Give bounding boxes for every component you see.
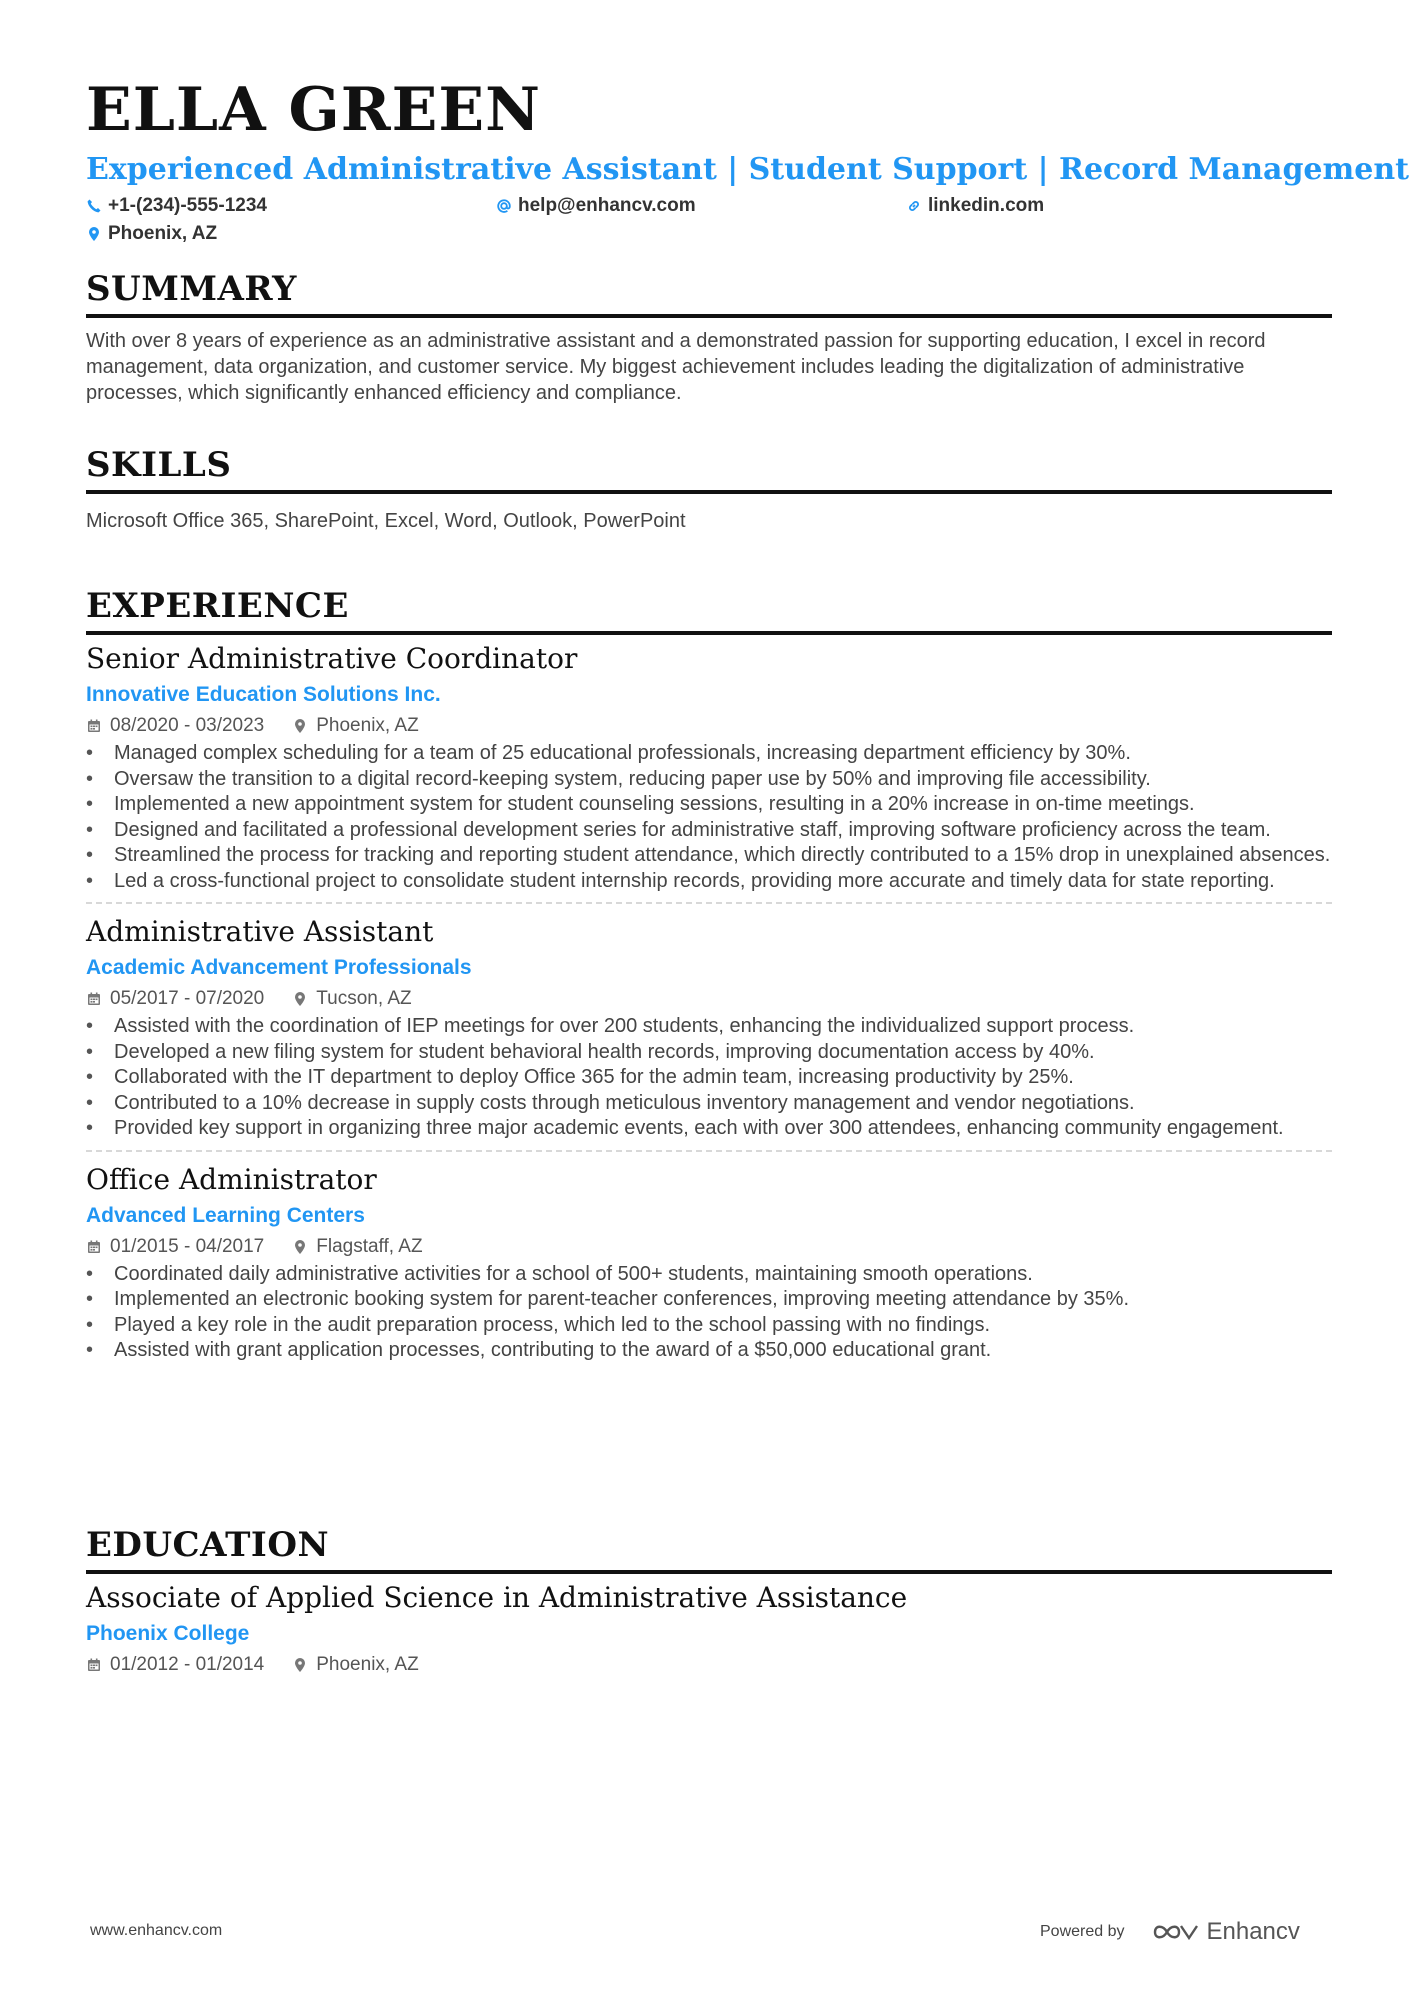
job-dates: 01/2015 - 04/2017 bbox=[110, 1235, 265, 1257]
company-name: Academic Advancement Professionals bbox=[86, 956, 472, 979]
email-text: help@enhancv.com bbox=[518, 195, 696, 216]
list-item: • Played a key role in the audit preparation process, which led to the school passing with no findings. bbox=[86, 1313, 1332, 1339]
school-name: Phoenix College bbox=[86, 1622, 250, 1645]
list-item: • Oversaw the transition to a digital record-keeping system, reducing paper use by 50% and improving file accessibility. bbox=[86, 767, 1332, 793]
divider bbox=[86, 902, 1332, 904]
list-item: • Assisted with grant application processes, contributing to the award of a $50,000 educational grant. bbox=[86, 1338, 1332, 1364]
list-item: • Collaborated with the IT department to deploy Office 365 for the admin team, increasing productivity by 25%. bbox=[86, 1065, 1332, 1091]
job-entry bbox=[86, 641, 1332, 894]
page-footer bbox=[90, 1918, 1410, 1948]
link-icon bbox=[906, 198, 922, 214]
contact-location bbox=[86, 220, 217, 248]
list-item: • Led a cross-functional project to consolidate student internship records, providing more accurate and timely data for state reporting. bbox=[86, 869, 1332, 895]
list-item: • Implemented a new appointment system for student counseling sessions, resulting in a 20% increase in on-time meetings. bbox=[86, 792, 1332, 818]
resume-page bbox=[86, 72, 1410, 1675]
brand-name: Enhancv bbox=[1206, 1918, 1300, 1945]
company-name: Innovative Education Solutions Inc. bbox=[86, 683, 441, 706]
list-item: • Designed and facilitated a professional development series for administrative staff, improving software proficiency across the team. bbox=[86, 818, 1332, 844]
job-bullets bbox=[86, 1014, 1332, 1142]
job-entry bbox=[86, 914, 1332, 1142]
education-entry bbox=[86, 1580, 1332, 1678]
list-item: • Contributed to a 10% decrease in supply costs through meticulous inventory management and vendor negotiations. bbox=[86, 1091, 1332, 1117]
degree-title: Associate of Applied Science in Administrative Assistance bbox=[86, 1581, 908, 1614]
headline: Experienced Administrative Assistant | Student Support | Record Management bbox=[86, 152, 1410, 187]
list-item: • Assisted with the coordination of IEP meetings for over 200 students, enhancing the individualized support process. bbox=[86, 1014, 1332, 1040]
enhancv-logo-icon bbox=[1151, 1920, 1199, 1944]
footer-website[interactable]: www.enhancv.com bbox=[90, 1922, 223, 1939]
job-dates: 08/2020 - 03/2023 bbox=[110, 715, 265, 736]
contact-row bbox=[86, 192, 1332, 220]
list-item: • Streamlined the process for tracking and reporting student attendance, which directly contributed to a 15% drop in unexplained absences. bbox=[86, 843, 1332, 869]
contact-row-2 bbox=[86, 220, 1332, 248]
contact-linkedin[interactable] bbox=[906, 192, 1044, 220]
summary-text: With over 8 years of experience as an administrative assistant and a demonstrated passion for supporting education, I excel in record management, data organization, and customer service. My biggest achievement includes leading the digitalization of administrative processes, which significantly enhanced efficiency and compliance. bbox=[86, 330, 1266, 404]
calendar-icon bbox=[86, 991, 102, 1007]
candidate-name: ELLA GREEN bbox=[86, 75, 541, 145]
summary-section bbox=[86, 268, 1332, 406]
education-dates: 01/2012 - 01/2014 bbox=[110, 1654, 265, 1675]
list-item: • Managed complex scheduling for a team of 25 educational professionals, increasing department efficiency by 30%. bbox=[86, 741, 1332, 767]
job-title: Administrative Assistant bbox=[86, 915, 434, 948]
location-pin-icon bbox=[292, 1657, 308, 1673]
list-item: • Implemented an electronic booking system for parent-teacher conferences, improving meeting attendance by 35%. bbox=[86, 1287, 1332, 1313]
education-location: Phoenix, AZ bbox=[316, 1654, 419, 1675]
location-pin-icon bbox=[292, 718, 308, 734]
linkedin-text: linkedin.com bbox=[928, 195, 1045, 216]
skills-section bbox=[86, 444, 1332, 534]
education-meta bbox=[86, 1652, 1332, 1678]
list-item: • Provided key support in organizing three major academic events, each with over 300 attendees, enhancing community engagement. bbox=[86, 1116, 1332, 1142]
contact-email[interactable] bbox=[496, 192, 906, 220]
divider bbox=[86, 1150, 1332, 1152]
section-title-education: EDUCATION bbox=[86, 1524, 1332, 1574]
powered-by-label: Powered by bbox=[1040, 1923, 1125, 1940]
resume-header bbox=[86, 72, 1410, 248]
job-meta bbox=[86, 986, 1332, 1012]
list-item: • Developed a new filing system for student behavioral health records, improving documentation access by 40%. bbox=[86, 1040, 1332, 1066]
section-title-experience: EXPERIENCE bbox=[86, 585, 1332, 635]
phone-icon bbox=[86, 198, 102, 214]
job-title: Office Administrator bbox=[86, 1162, 377, 1196]
experience-section bbox=[86, 585, 1332, 1364]
education-section bbox=[86, 1524, 1332, 1678]
enhancv-logo[interactable] bbox=[1151, 1918, 1300, 1946]
phone-text: +1-(234)-555-1234 bbox=[108, 195, 267, 216]
section-title-summary: SUMMARY bbox=[86, 268, 1332, 318]
contact-phone bbox=[86, 192, 496, 220]
footer-branding bbox=[1040, 1918, 1300, 1946]
calendar-icon bbox=[86, 1239, 102, 1255]
calendar-icon bbox=[86, 718, 102, 734]
skills-text: Microsoft Office 365, SharePoint, Excel, Word, Outlook, PowerPoint bbox=[86, 510, 686, 532]
location-pin-icon bbox=[292, 991, 308, 1007]
job-title: Senior Administrative Coordinator bbox=[86, 642, 578, 675]
job-meta bbox=[86, 713, 1332, 739]
job-dates: 05/2017 - 07/2020 bbox=[110, 988, 265, 1009]
list-item: • Coordinated daily administrative activities for a school of 500+ students, maintaining smooth operations. bbox=[86, 1262, 1332, 1288]
location-pin-icon bbox=[292, 1239, 308, 1255]
job-meta bbox=[86, 1234, 1332, 1260]
location-pin-icon bbox=[86, 226, 102, 242]
at-icon bbox=[496, 198, 512, 214]
job-bullets bbox=[86, 1262, 1332, 1364]
job-bullets bbox=[86, 741, 1332, 894]
job-entry bbox=[86, 1162, 1332, 1364]
location-text: Phoenix, AZ bbox=[108, 223, 218, 244]
job-location: Phoenix, AZ bbox=[316, 715, 419, 736]
section-title-skills: SKILLS bbox=[86, 444, 1332, 494]
calendar-icon bbox=[86, 1657, 102, 1673]
job-location: Flagstaff, AZ bbox=[316, 1235, 423, 1257]
job-location: Tucson, AZ bbox=[316, 988, 412, 1009]
company-name: Advanced Learning Centers bbox=[86, 1203, 365, 1227]
